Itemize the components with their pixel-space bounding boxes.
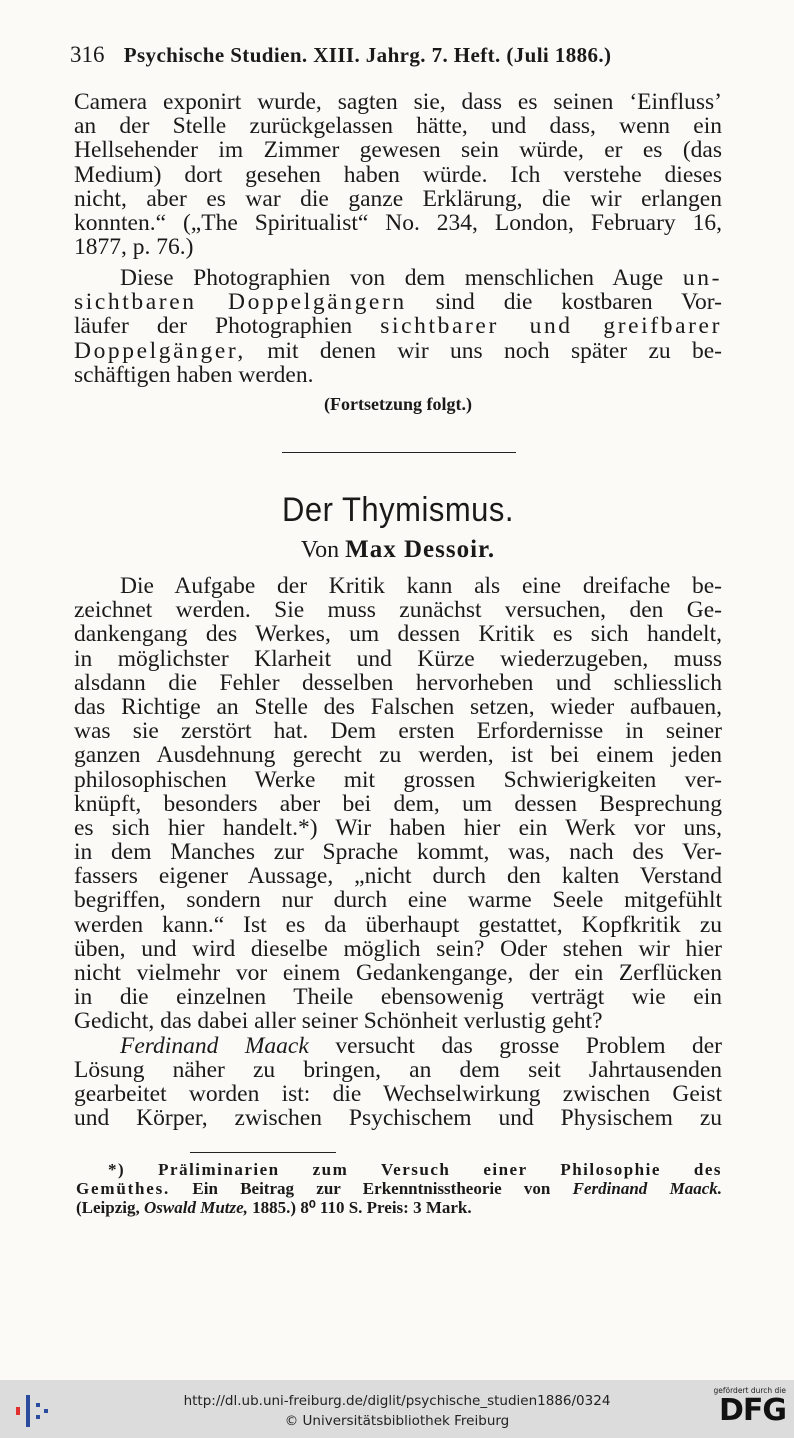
text-line: es sich hier handelt.*) Wir haben hier ein Werk vor uns, [74,814,722,841]
text-line [74,339,722,363]
continued-paragraph [74,90,722,259]
text-line: schäftigen haben werden. [74,361,314,388]
text-fragment: läufer der Photographien [74,313,353,340]
text-line [74,314,722,338]
text-line: konnten.“ („The Spiritualist“ No. 234, London, February 16, [74,209,722,236]
text-line: ganzen Ausdehnung gerecht zu werden, ist bei einem jeden [74,742,722,769]
text-line [76,1198,722,1217]
text-line: nicht, aber es war die ganze Erklärung, die wir erlangen [74,185,722,212]
spaced-text: sichtbaren Doppelgängern [74,289,407,316]
text-line [76,1179,722,1198]
text-line: philosophischen Werke mit grossen Schwierigkeiten ver- [74,766,722,793]
text-line: in die einzelnen Theile ebensowenig verträgt wie ein [74,984,722,1011]
footnote-divider [190,1152,336,1153]
text-line: in dem Manches zur Sprache kommt, was, nach des Ver- [74,839,722,866]
text-line: Medium) dort gesehen haben würde. Ich verstehe dieses [74,161,722,188]
text-fragment: sind die kostbaren Vor- [435,289,722,316]
copyright-notice: © Universitätsbibliothek Freiburg [284,1413,510,1429]
permalink-url[interactable]: http://dl.ub.uni-freiburg.de/diglit/psychische_studien1886/0324 [183,1393,611,1409]
funder-logo [700,1386,786,1434]
spaced-text: sichtbarer und greifbarer [380,313,722,340]
text-line: Hellsehender im Zimmer gewesen sein würde, er es (das [74,137,722,164]
spaced-text: Gemüthes. [76,1179,171,1198]
text-line: dankengang des Werkes, um dessen Kritik es sich handelt, [74,621,722,648]
section-divider [282,452,516,453]
text-line: was sie zerstört hat. Dem ersten Erfordernisse in seiner [74,718,722,745]
text-fragment: Diese Photographien von dem menschlichen Auge [120,265,664,291]
text-line: an der Stelle zurückgelassen hätte, und dass, wenn ein [74,113,722,140]
text-line: *) Präliminarien zum Versuch einer Philosophie des [108,1160,722,1179]
funder-name: DFG [718,1393,786,1428]
text-fragment: mit denen wir uns noch später zu be- [267,337,722,364]
article-title: Der Thymismus. [281,489,515,530]
text-fragment: 1885.) 8⁰ 110 S. Preis: 3 Mark. [252,1198,472,1217]
cited-author: Ferdinand Maack. [572,1179,722,1198]
text-line: begriffen, sondern nur durch eine warme Seele mitgefühlt [74,887,722,914]
text-line: nicht vielmehr vor einem Gedankengange, der ein Zerflücken [74,960,722,986]
text-line: und Körper, zwischen Psychischem und Physischem zu [74,1105,722,1132]
spaced-text: Doppelgänger, [74,337,246,364]
article-byline [74,536,722,564]
text-fragment: versucht das grosse Problem der [335,1032,722,1059]
running-header [70,42,726,68]
cited-author: Ferdinand Maack [120,1032,309,1059]
text-line: üben, und wird dieselbe möglich sein? Oder stehen wir hier [74,935,722,962]
funder-note: gefördert durch die [713,1386,786,1395]
text-fragment: Ein Beitrag zur Erkenntnisstheorie von [192,1179,551,1198]
text-fragment: (Leipzig, [76,1198,140,1217]
text-line: 1877, p. 76.) [74,234,194,261]
article-body [74,574,722,1130]
footnote [76,1160,722,1217]
publisher-name: Oswald Mutze, [144,1198,248,1217]
text-line: gearbeitet worden ist: die Wechselwirkung zwischen Geist [74,1080,722,1107]
text-line: zeichnet werden. Sie muss zunächst versuchen, den Ge- [74,597,722,624]
page-number: 316 [70,42,105,67]
text-line [74,1034,722,1058]
text-line [74,290,722,314]
byline-prefix: Von [300,537,340,563]
text-line: fassers eigener Aussage, „nicht durch den kalten Verstand [74,863,722,890]
text-line: in möglichster Klarheit und Kürze wiederzugeben, muss [74,645,722,672]
text-line: Camera exponirt wurde, sagten sie, dass es seinen ‘Einfluss’ [74,89,722,115]
text-line: werden kann.“ Ist es da überhaupt gestattet, Kopfkritik zu [74,911,722,938]
text-line: Die Aufgabe der Kritik kann als eine dreifache be- [120,573,722,599]
running-title: Psychische Studien. XIII. Jahrg. 7. Heft. (Juli 1886.) [123,43,612,67]
text-line: knüpft, besonders aber bei dem, um dessen Besprechung [74,790,722,817]
text-line: Gedicht, das dabei aller seiner Schönheit verlustig geht? [74,1008,603,1035]
continuation-note: (Fortsetzung folgt.) [324,394,472,414]
spaced-text: un- [682,265,723,291]
text-line: alsdann die Fehler desselben hervorheben und schliesslich [74,669,722,696]
viewer-footer [0,1380,794,1438]
text-line: das Richtige an Stelle des Falschen setzen, wieder aufbauen, [74,693,722,720]
article-author: Max Dessoir. [345,536,496,563]
text-line [74,266,722,290]
closing-paragraph [74,266,722,387]
text-line: Lösung näher zu bringen, an dem seit Jahrtausenden [74,1056,722,1083]
